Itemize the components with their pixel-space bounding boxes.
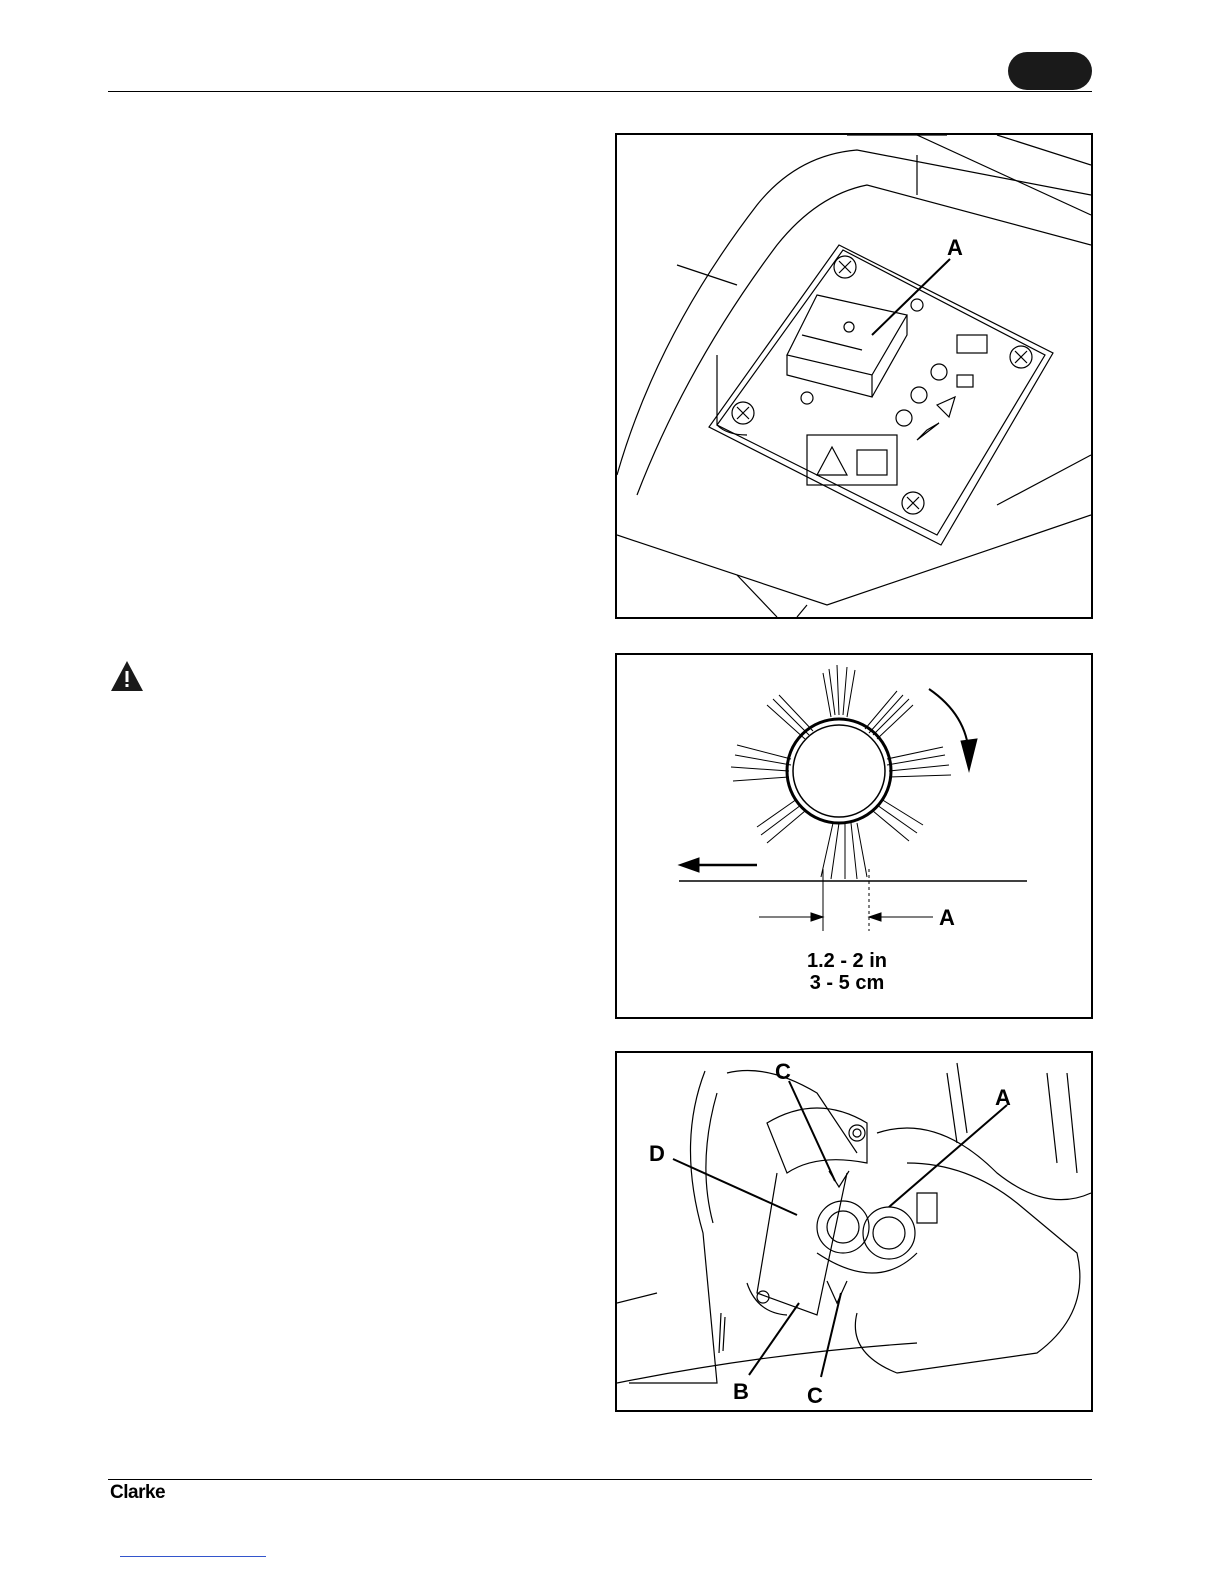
label-d: D [649, 1141, 665, 1166]
label-c-top: C [775, 1059, 791, 1084]
label-c-bottom: C [807, 1383, 823, 1408]
header-rule [108, 91, 1092, 92]
brush-removal-figure [615, 1051, 1093, 1412]
control-panel-figure [615, 133, 1093, 619]
label-b: B [733, 1379, 749, 1404]
label-a: A [995, 1085, 1011, 1110]
label-a: A [947, 235, 963, 260]
dimension-inches: 1.2 - 2 in [806, 950, 888, 972]
label-a: A [939, 905, 955, 930]
language-tab [1008, 52, 1092, 90]
brand-logo: Clarke [110, 1482, 166, 1503]
brush-contact-figure [615, 653, 1093, 1019]
warning-triangle-icon [110, 660, 144, 692]
brush-contact-illustration [617, 655, 1091, 1017]
control-panel-illustration [617, 135, 1091, 617]
dimension-centimeters: 3 - 5 cm [809, 972, 885, 994]
footer-rule [108, 1479, 1092, 1480]
footer-link-underline[interactable] [120, 1556, 266, 1557]
brush-removal-illustration [617, 1053, 1091, 1410]
